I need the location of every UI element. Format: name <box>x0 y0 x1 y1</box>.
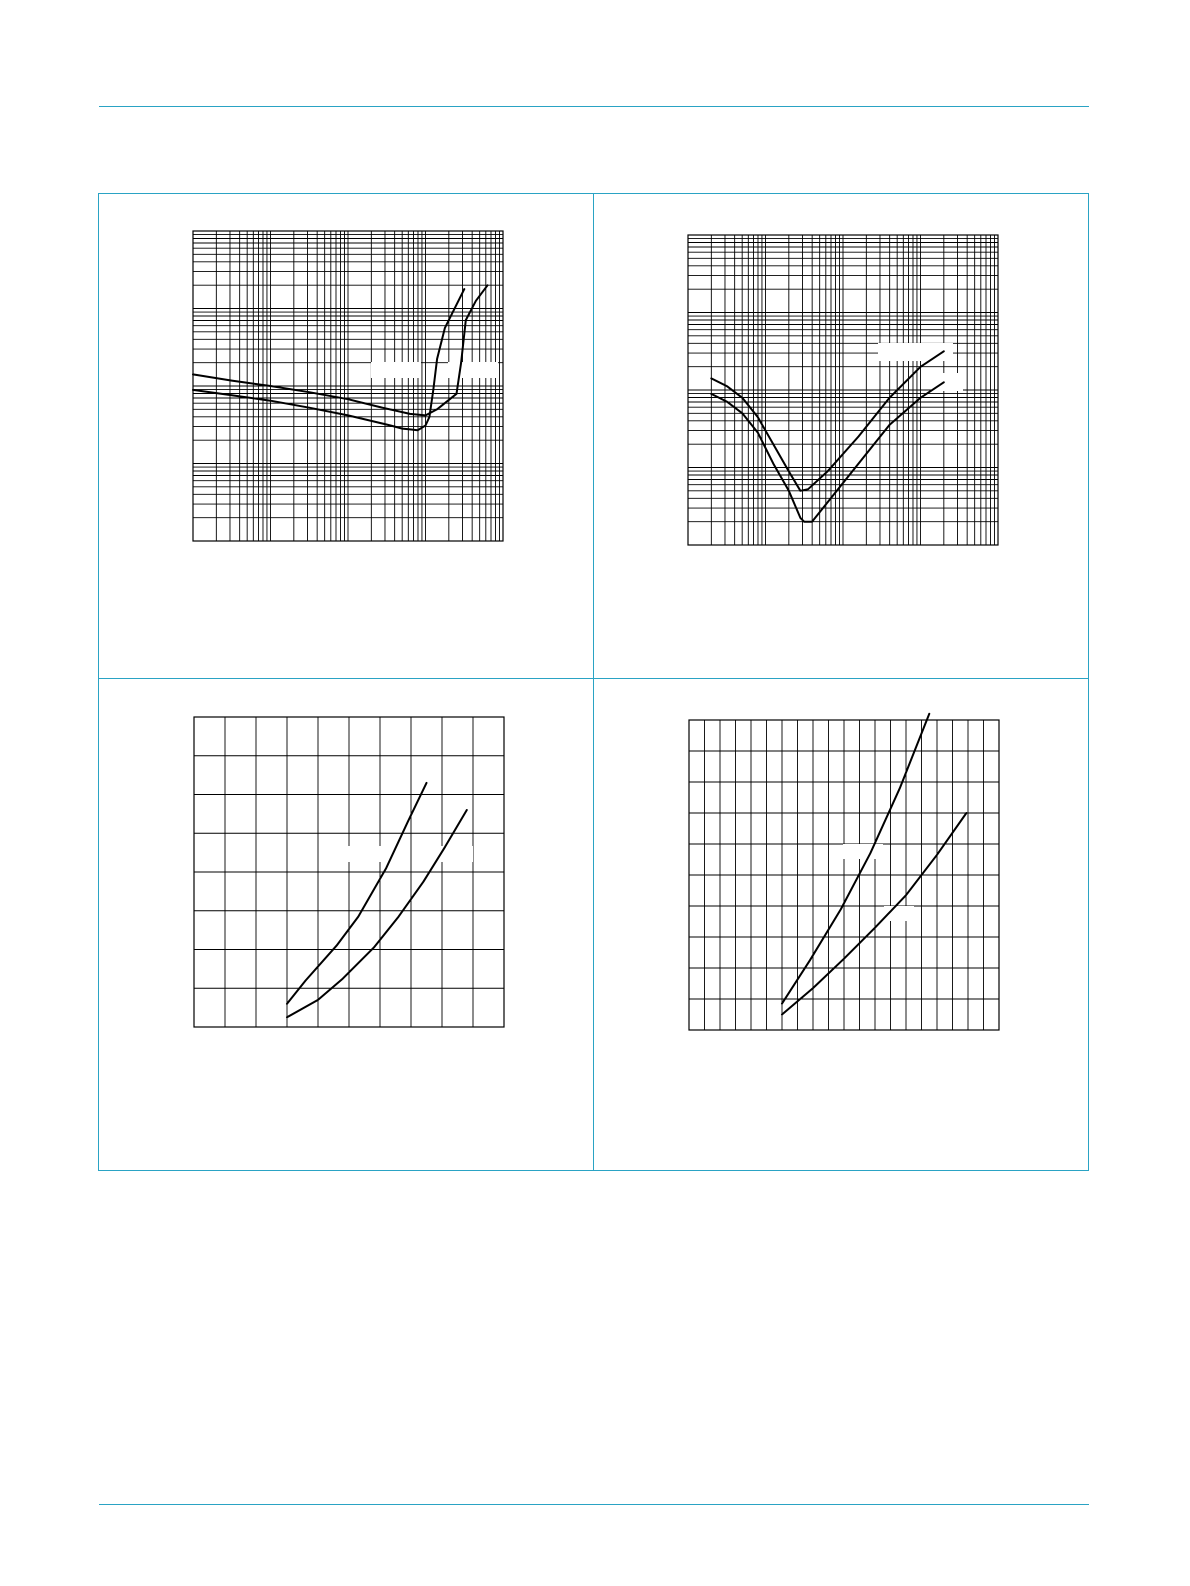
chart-4-label-masks <box>843 844 914 921</box>
chart-4-label-mask <box>843 844 883 859</box>
chart-3 <box>194 717 504 1027</box>
footer-rule <box>99 1504 1089 1505</box>
chart-3-label-mask <box>437 846 473 862</box>
chart-3-grid <box>194 717 504 1027</box>
header-rule <box>99 106 1089 107</box>
chart-1-label-mask <box>371 362 421 378</box>
chart-2-label-mask <box>933 373 963 391</box>
chart-3-label-masks <box>347 846 473 862</box>
chart-1-grid <box>193 231 503 541</box>
series-1-line <box>287 783 427 1004</box>
chart-3-label-mask <box>347 846 383 862</box>
chart-1-label-mask <box>448 362 498 378</box>
chart-1 <box>193 231 503 541</box>
chart-2 <box>688 235 998 545</box>
series-2-line <box>287 810 467 1017</box>
figure-horizontal-divider <box>98 678 1089 679</box>
chart-4-grid <box>689 720 999 1030</box>
chart-3-curves <box>287 783 467 1017</box>
figure-vertical-divider <box>593 193 594 1171</box>
chart-4 <box>689 720 999 1030</box>
chart-4-curves <box>782 714 966 1015</box>
